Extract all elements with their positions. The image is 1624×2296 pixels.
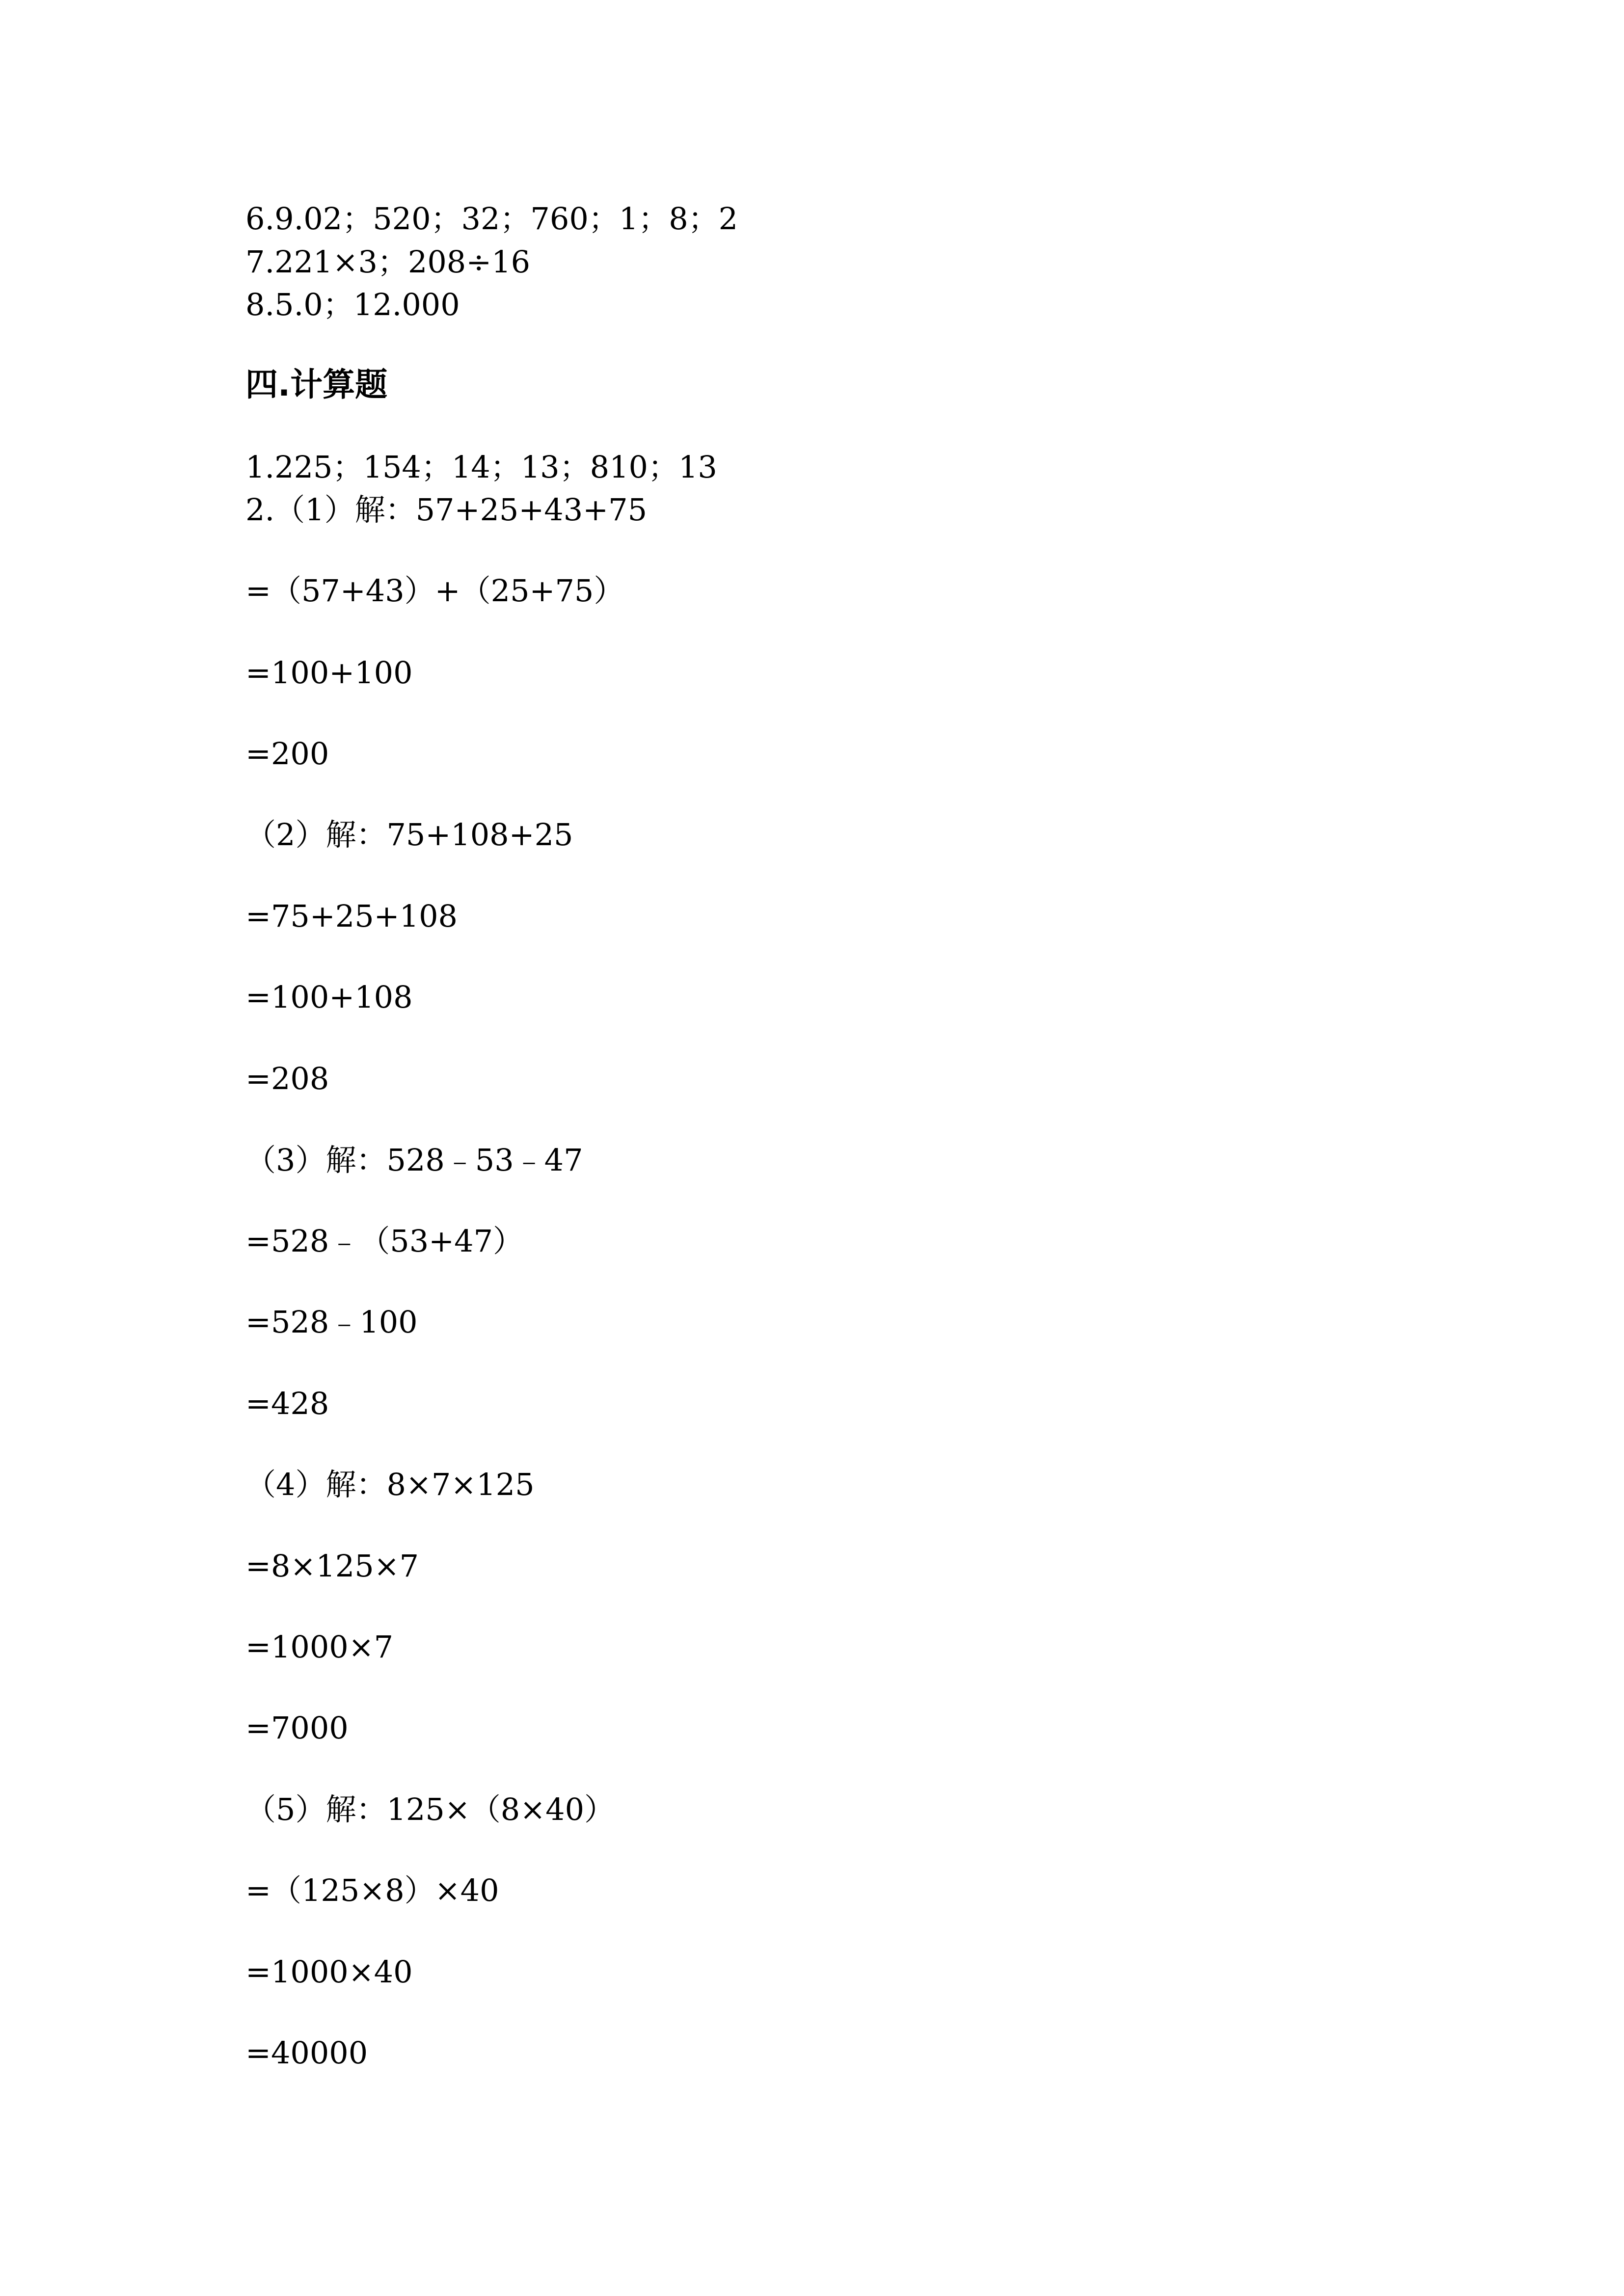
- calc-step: =1000×40: [245, 1954, 413, 1990]
- calc-step: =8×125×7: [245, 1548, 419, 1584]
- calc-step: =208: [245, 1061, 329, 1096]
- section-heading: 四.计算题: [245, 366, 388, 403]
- calc-step: =200: [245, 736, 329, 772]
- calc-step: =528﹣（53+47）: [245, 1223, 524, 1259]
- calc-step: =75+25+108: [245, 898, 458, 934]
- calc-step: （4）解：8×7×125: [245, 1467, 535, 1502]
- answer-line-q2-intro: 2.（1）解：57+25+43+75: [245, 492, 648, 528]
- calc-step: （3）解：528﹣53﹣47: [245, 1142, 583, 1178]
- calc-step: =100+108: [245, 979, 413, 1015]
- calc-step: =（57+43）+（25+75）: [245, 573, 624, 609]
- answer-line-7: 7.221×3；208÷16: [245, 244, 531, 280]
- calc-step: =1000×7: [245, 1629, 394, 1665]
- calc-step: =528﹣100: [245, 1304, 418, 1340]
- calc-step: （2）解：75+108+25: [245, 817, 573, 853]
- answer-line-8: 8.5.0；12.000: [245, 287, 460, 322]
- answer-line-q1: 1.225；154；14；13；810；13: [245, 449, 717, 485]
- calc-step: =7000: [245, 1710, 349, 1746]
- answer-line-6: 6.9.02；520；32；760；1；8；2: [245, 201, 738, 237]
- calc-step: =40000: [245, 2035, 368, 2071]
- calc-step: （5）解：125×（8×40）: [245, 1791, 615, 1827]
- calc-step: =428: [245, 1386, 329, 1421]
- calc-step: =100+100: [245, 655, 413, 691]
- calc-step: =（125×8）×40: [245, 1872, 499, 1908]
